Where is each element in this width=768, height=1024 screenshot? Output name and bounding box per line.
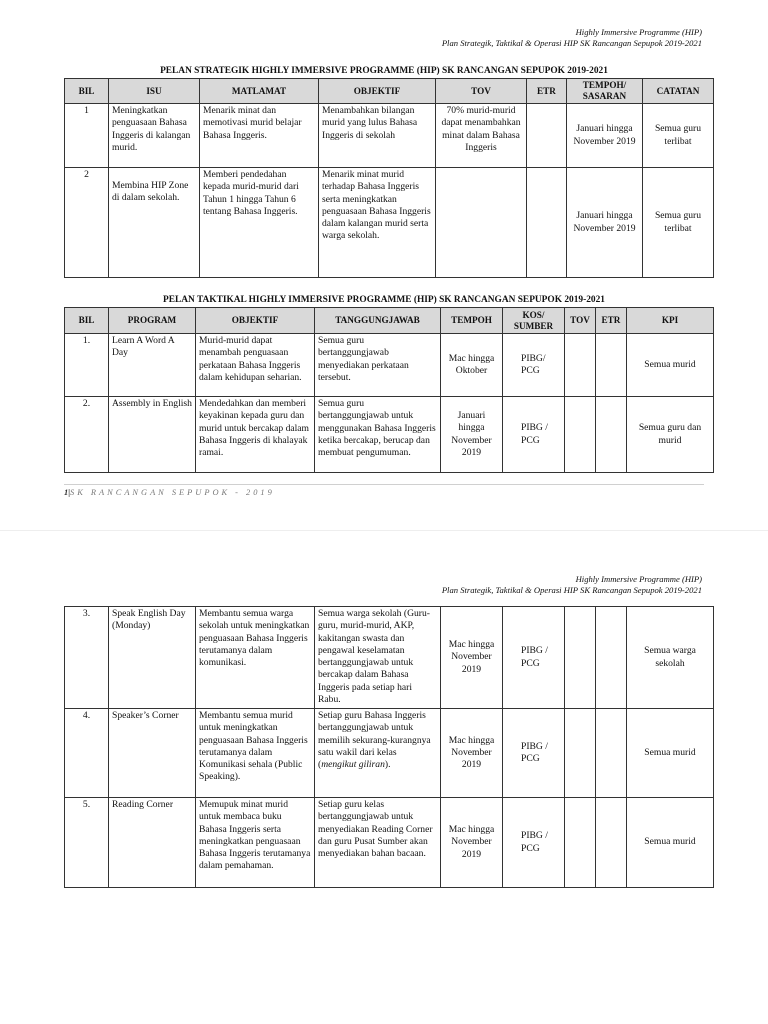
column-header-tanggungjawab: TANGGUNGJAWAB — [315, 308, 441, 334]
cell-objektif: Menarik minat murid terhadap Bahasa Inggeris serta meningkatkan penguasaan Bahasa Inggeris dalam kalangan murid serta warga sekolah. — [319, 168, 436, 278]
cell-bil: 2 — [65, 168, 109, 278]
column-header-kos-sumber: KOS/ SUMBER — [503, 308, 565, 334]
cell-etr — [596, 607, 627, 709]
cell-tov: 70% murid-murid dapat menambahkan minat dalam Bahasa Inggeris — [436, 104, 527, 168]
table-row — [65, 607, 714, 709]
cell-bil: 4. — [65, 709, 109, 798]
header-line-1: Highly Immersive Programme (HIP) — [575, 27, 702, 37]
cell-bil: 5. — [65, 798, 109, 888]
page-footer — [64, 488, 275, 497]
table-header-row — [65, 308, 714, 334]
cell-kos-sumber: PIBG / PCG — [503, 397, 565, 473]
column-header-bil: BIL — [65, 79, 109, 104]
cell-etr — [527, 168, 567, 278]
cell-bil: 1 — [65, 104, 109, 168]
cell-kos-sumber: PIBG/ PCG — [503, 334, 565, 397]
table-row — [65, 709, 714, 798]
cell-objektif: Menambahkan bilangan murid yang lulus Bahasa Inggeris di sekolah — [319, 104, 436, 168]
page-header — [442, 27, 702, 49]
cell-kpi: Semua murid — [627, 334, 714, 397]
column-header-isu: ISU — [109, 79, 200, 104]
column-header-tov: TOV — [565, 308, 596, 334]
cell-kos-sumber: PIBG / PCG — [503, 607, 565, 709]
table-row — [65, 397, 714, 473]
cell-etr — [527, 104, 567, 168]
cell-tempoh: Januari hingga November 2019 — [567, 168, 643, 278]
column-header-tempoh-sasaran: TEMPOH/ SASARAN — [567, 79, 643, 104]
table-header-row — [65, 79, 714, 104]
cell-tempoh: Mac hingga Oktober — [441, 334, 503, 397]
cell-bil: 3. — [65, 607, 109, 709]
cell-etr — [596, 798, 627, 888]
table-row — [65, 798, 714, 888]
cell-catatan: Semua guru terlibat — [643, 104, 714, 168]
cell-matlamat: Menarik minat dan memotivasi murid belajar Bahasa Inggeris. — [200, 104, 319, 168]
column-header-kpi: KPI — [627, 308, 714, 334]
cell-tempoh: Januari hingga November 2019 — [567, 104, 643, 168]
cell-isu: Membina HIP Zone di dalam sekolah. — [109, 168, 200, 278]
page-number: 1 — [64, 488, 69, 497]
tactical-plan-table — [64, 307, 714, 473]
column-header-objektif: OBJEKTIF — [196, 308, 315, 334]
column-header-tempoh: TEMPOH — [441, 308, 503, 334]
cell-tov — [565, 334, 596, 397]
table-row — [65, 104, 714, 168]
tanggungjawab-italic-text: mengikut giliran — [321, 759, 385, 771]
cell-kos-sumber: PIBG / PCG — [503, 709, 565, 798]
cell-bil: 1. — [65, 334, 109, 397]
strategic-plan-title: PELAN STRATEGIK HIGHLY IMMERSIVE PROGRAMME (HIP) SK RANCANGAN SEPUPOK 2019-2021 — [160, 66, 608, 76]
cell-tov — [565, 709, 596, 798]
column-header-program: PROGRAM — [109, 308, 196, 334]
header-line-2: Plan Strategik, Taktikal & Operasi HIP SK Rancangan Sepupok 2019-2021 — [441, 38, 702, 48]
tanggungjawab-text: Setiap guru Bahasa Inggeris bertanggungjawab untuk memilih sekurang-kurangnya satu wakil dari kelas ( — [318, 710, 431, 771]
cell-tempoh: Januari hingga November 2019 — [441, 397, 503, 473]
cell-program: Learn A Word A Day — [109, 334, 196, 397]
cell-tanggungjawab: Setiap guru kelas bertanggungjawab untuk menyediakan Reading Corner dan guru Pusat Sumber akan menyediakan bahan bacaan. — [315, 798, 441, 888]
cell-objektif: Murid-murid dapat menambah penguasaan perkataan Bahasa Inggeris dalam kehidupan seharian. — [196, 334, 315, 397]
cell-tanggungjawab: Semua guru bertanggungjawab menyediakan perkataan tersebut. — [315, 334, 441, 397]
page-header — [442, 574, 702, 596]
cell-program: Speak English Day (Monday) — [109, 607, 196, 709]
tactical-plan-title: PELAN TAKTIKAL HIGHLY IMMERSIVE PROGRAMME (HIP) SK RANCANGAN SEPUPOK 2019-2021 — [163, 295, 605, 305]
cell-kpi: Semua guru dan murid — [627, 397, 714, 473]
cell-tanggungjawab: Semua guru bertanggungjawab untuk menggunakan Bahasa Inggeris ketika bercakap, berucap dan membuat pengumuman. — [315, 397, 441, 473]
document-page-1 — [0, 0, 768, 496]
cell-isu: Meningkatkan penguasaan Bahasa Inggeris di kalangan murid. — [109, 104, 200, 168]
cell-kpi: Semua murid — [627, 709, 714, 798]
cell-objektif: Memupuk minat murid untuk membaca buku Bahasa Inggeris serta meningkatkan penguasaan Bahasa Inggeris terutamanya dalam pemahaman. — [196, 798, 315, 888]
tanggungjawab-text-end: ). — [384, 759, 391, 771]
cell-objektif: Membantu semua murid untuk meningkatkan penguasaan Bahasa Inggeris terutamanya dalam Komunikasi sehala (Public Speaking). — [196, 709, 315, 798]
cell-tempoh: Mac hingga November 2019 — [441, 709, 503, 798]
footer-school-name: SK RANCANGAN SEPUPOK - 2019 — [70, 488, 275, 497]
cell-program: Reading Corner — [109, 798, 196, 888]
column-header-matlamat: MATLAMAT — [200, 79, 319, 104]
cell-kos-sumber: PIBG / PCG — [503, 798, 565, 888]
cell-kpi: Semua murid — [627, 798, 714, 888]
cell-tov — [565, 607, 596, 709]
cell-objektif: Membantu semua warga sekolah untuk meningkatkan penguasaan Bahasa Inggeris terutamanya dalam komunikasi. — [196, 607, 315, 709]
cell-tov — [436, 168, 527, 278]
column-header-objektif: OBJEKTIF — [319, 79, 436, 104]
page-footer-rule — [64, 484, 704, 485]
cell-tempoh: Mac hingga November 2019 — [441, 798, 503, 888]
column-header-catatan: CATATAN — [643, 79, 714, 104]
page-break — [0, 530, 768, 531]
column-header-etr: ETR — [527, 79, 567, 104]
table-row — [65, 334, 714, 397]
cell-program: Speaker’s Corner — [109, 709, 196, 798]
cell-tempoh: Mac hingga November 2019 — [441, 607, 503, 709]
cell-matlamat: Memberi pendedahan kepada murid-murid dari Tahun 1 hingga Tahun 6 tentang Bahasa Inggeris. — [200, 168, 319, 278]
column-header-tov: TOV — [436, 79, 527, 104]
table-row — [65, 168, 714, 278]
tactical-plan-table-continued — [64, 606, 714, 888]
cell-tanggungjawab: Semua warga sekolah (Guru-guru, murid-murid, AKP, kakitangan swasta dan pengawal keselamatan bertanggungjawab untuk bercakap dalam Bahasa Inggeris pada setiap hari Rabu. — [315, 607, 441, 709]
cell-catatan: Semua guru terlibat — [643, 168, 714, 278]
cell-bil: 2. — [65, 397, 109, 473]
cell-kpi: Semua warga sekolah — [627, 607, 714, 709]
cell-etr — [596, 709, 627, 798]
column-header-bil: BIL — [65, 308, 109, 334]
cell-tov — [565, 397, 596, 473]
column-header-etr: ETR — [596, 308, 627, 334]
footer-separator: | — [68, 488, 71, 497]
header-line-2: Plan Strategik, Taktikal & Operasi HIP SK Rancangan Sepupok 2019-2021 — [441, 585, 702, 595]
document-page-2 — [0, 566, 768, 1024]
cell-etr — [596, 397, 627, 473]
cell-program: Assembly in English — [109, 397, 196, 473]
header-line-1: Highly Immersive Programme (HIP) — [575, 574, 702, 584]
cell-tov — [565, 798, 596, 888]
cell-etr — [596, 334, 627, 397]
cell-objektif: Mendedahkan dan memberi keyakinan kepada guru dan murid untuk bercakap dalam Bahasa Inggeris di khalayak ramai. — [196, 397, 315, 473]
strategic-plan-table — [64, 78, 714, 278]
cell-tanggungjawab — [315, 709, 441, 798]
